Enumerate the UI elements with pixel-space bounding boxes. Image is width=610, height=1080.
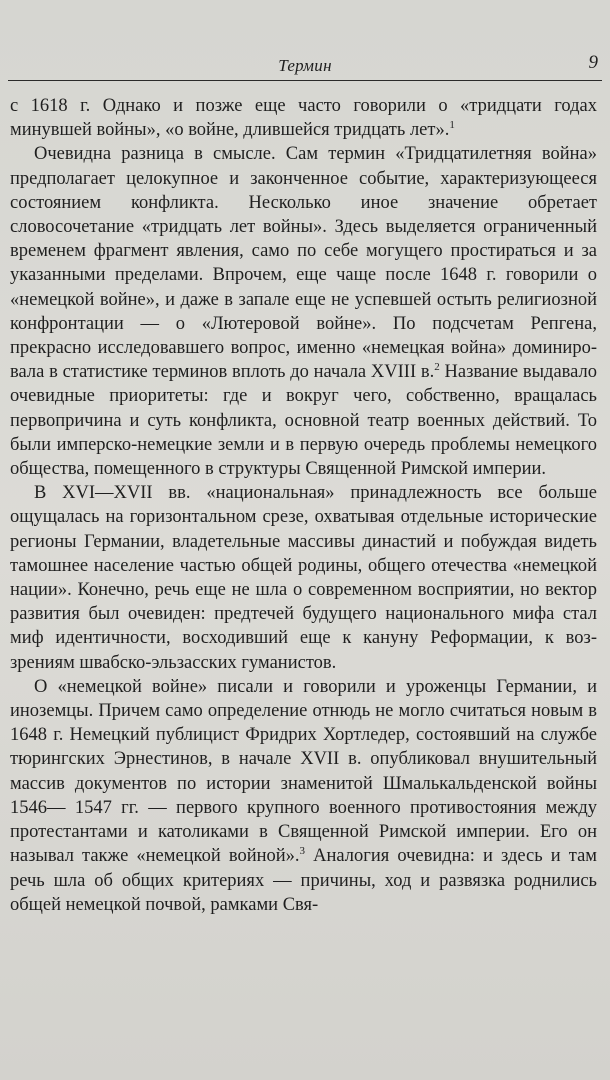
running-head: [8, 52, 602, 81]
running-title: Термин: [278, 56, 332, 75]
page-number: 9: [588, 52, 598, 73]
paragraph-text: В XVI—XVII вв. «национальная» принадлежность все больше ощущалась на горизонтальном срезе, охватывая отдельные исторические регионы Германии, владетельные массивы династий и побуждая видеть тамошнее население частью общей родины, общего отечества «немецкой нации». Конечно, речь еще не шла о современном восприятии, но вектор развития был очевиден: предтечей будущего национального мифа стал миф идентичности, восходивший еще к кануну Реформации, к воззрениям швабско-эльзасских гуманистов.: [10, 483, 597, 673]
paragraph-3: [10, 481, 597, 675]
body-text: [10, 94, 597, 917]
paragraph-text: с 1618 г. Однако и позже еще часто говорили о «тридцати годах минувшей войны», «о войне, длившейся тридцать лет».: [10, 96, 597, 141]
footnote-ref-1: 1: [449, 119, 455, 132]
paragraph-text: О «немецкой войне» писали и говорили и уроженцы Германии, и иноземцы. Причем само определение отнюдь не могло считаться новым в 1648 г. Немецкий публицист Фридрих Хортледер, состоявший на службе тюрингских Эрнестинов, в начале XVII в. опубликовал внушительный массив документов по истории знаменитой Шмалькальденской войны 1546— 1547 гг. — первого крупного военного противостояния между протестантами и католиками в Священной Римской империи. Его он называл также «немецкой войной».: [10, 676, 597, 867]
footnote-ref-2: 2: [434, 361, 440, 374]
footnote-ref-3: 3: [299, 845, 306, 858]
paragraph-text: Аналогия очевидна: и здесь и там речь шла об общих критериях — причины, ход и развязка роднились общей немецкой почвой, рамками Свя-: [10, 846, 597, 915]
paragraph-4: [10, 675, 597, 917]
paragraph-1: [10, 94, 597, 142]
paragraph-text: Название выдавало очевидные приоритеты: где и вокруг чего, собственно, вращалась первопричина и суть конфликта, основной театр военных действий. То были имперско-немецкие земли и в первую очередь проблемы немецкого общества, помещенного в структуры Священной Римской империи.: [10, 362, 597, 480]
paragraph-text: Очевидна разница в смысле. Сам термин «Тридцатилетняя война» предполагает целокупное и законченное событие, характеризующееся состоянием конфликта. Несколько иное значение обретает словосочетание «тридцать лет войны». Здесь выделяется ограниченный временем фрагмент явления, само по себе могущего простираться и за указанными пределами. Впрочем, еще чаще после 1648 г. говорили о «немецкой войне», и даже в запале еще не успевшей остыть религиозной конфронтации — о «Лютеровой войне». По подсчетам Репгена, прекрасно исследовавшего вопрос, именно «немецкая война» доминировала в статистике терминов вплоть до начала XVIII в.: [10, 144, 597, 383]
paragraph-2: [10, 142, 597, 481]
